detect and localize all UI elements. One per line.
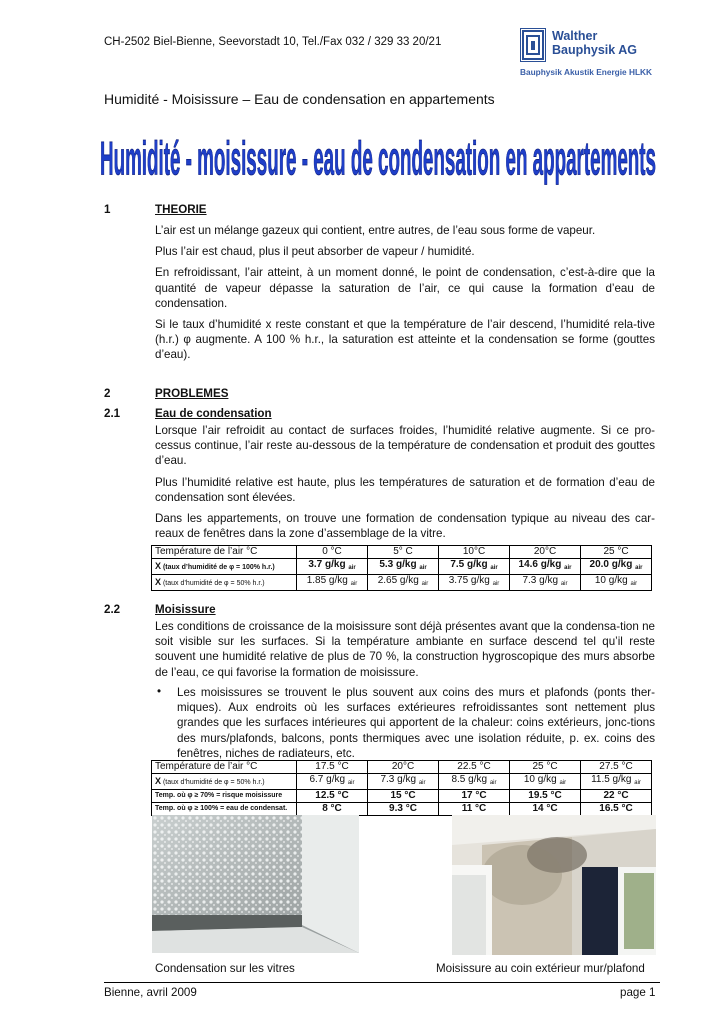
table-row [152, 774, 652, 790]
caption-left: Condensation sur les vitres [155, 962, 295, 975]
section-2-2-body [155, 619, 655, 680]
section-2-title: PROBLEMES [155, 387, 229, 400]
table-row [152, 790, 652, 803]
company-logo-icon [520, 28, 546, 62]
caption-right: Moisissure au coin extérieur mur/plafond [436, 962, 645, 975]
paragraph: Plus l’humidité relative est haute, plus les températures de saturation et de formation d’eau de condensation sont élevées. [155, 475, 655, 504]
table-cell: 17 °C [439, 790, 510, 803]
section-2-1-number: 2.1 [104, 407, 121, 420]
table-cell: 3.7 g/kg $_{air}$ [297, 559, 368, 575]
bullet-text: Les moisissures se trouvent le plus souvent aux coins des murs et plafonds (ponts ther-miques). Aux endroits où les surfaces extérieures refroidissantes sont nettement plus grandes que les surfaces intérieures qui apportent de la chaleur: coins extérieurs, jonc-tions des murs/plafonds, balcons, ponts thermiques avec une isolation réduite, p. ex. coins des fenêtres, niches de radiateurs, etc. [177, 686, 655, 760]
table-row [152, 575, 652, 591]
table-cell: 5° C [368, 546, 439, 559]
table-row [152, 559, 652, 575]
table-cell: 7.5 g/kg $_{air}$ [439, 559, 510, 575]
table-cell: 22.5 °C [439, 761, 510, 774]
table-cell: 17.5 °C [297, 761, 368, 774]
table-row-label: Temp. où φ ≥ 70% = risque moisissure [152, 790, 297, 803]
page-title [100, 126, 660, 188]
table-cell: 3.75 g/kg $_{air}$ [439, 575, 510, 591]
table-cell: 15 °C [368, 790, 439, 803]
table-cell: 10 g/kg $_{air}$ [510, 774, 581, 790]
section-2-2-number: 2.2 [104, 603, 121, 616]
table-cell: 14.6 g/kg $_{air}$ [510, 559, 581, 575]
table-cell: 22 °C [581, 790, 652, 803]
bullet-dot: • [157, 685, 162, 698]
table-row-label: X (taux d’humidité de φ = 50% h.r.) [152, 575, 297, 591]
company-name-line2: Bauphysik AG [552, 43, 637, 57]
document-subtitle: Humidité - Moisissure – Eau de condensation en appartements [104, 91, 495, 107]
paragraph: Si le taux d’humidité x reste constant et que la température de l’air descend, l’humidité rela-tive (h.r.) φ augmente. A 100 % h.r., la saturation est atteinte et la condensation se forme (gouttes d’eau). [155, 318, 655, 362]
company-tagline: Bauphysik Akustik Energie HLKK [520, 67, 653, 77]
table-cell: 2.65 g/kg $_{air}$ [368, 575, 439, 591]
section-2-2-title: Moisissure [155, 603, 216, 616]
table-header-label: Température de l’air °C [152, 546, 297, 559]
table-cell: 11 °C [439, 803, 510, 816]
table-cell: 9.3 °C [368, 803, 439, 816]
section-2-1-body [155, 423, 655, 541]
footer-date: Bienne, avril 2009 [104, 986, 197, 999]
table-cell: 10 g/kg $_{air}$ [581, 575, 652, 591]
table-cell: 19.5 °C [510, 790, 581, 803]
table-cell: 25 °C [510, 761, 581, 774]
table-cell: 5.3 g/kg $_{air}$ [368, 559, 439, 575]
table-cell: 7.3 g/kg $_{air}$ [510, 575, 581, 591]
paragraph: Les conditions de croissance de la moisissure sont déjà présentes avant que la condensa-tion ne soit visible sur les surfaces. Si la température ambiante en surface descend tel qu’il reste souvent une humidité relative de plus de 70 %, la construction hygroscopique des murs absorbe de l’eau, ce qui favorise la formation de moisissure. [155, 620, 655, 679]
paragraph: En refroidissant, l’air atteint, à un moment donné, le point de condensation, c’est-à-dire que la quantité de vapeur dépasse la saturation de l’air, ce qui cause la formation d’eau de condensation. [155, 266, 655, 310]
table-cell: 10°C [439, 546, 510, 559]
dew-table-2 [151, 760, 652, 816]
table-row-label: X (taux d’humidité de φ = 50% h.r.) [152, 774, 297, 790]
company-name [552, 29, 637, 57]
paragraph: L’air est un mélange gazeux qui contient, entre autres, de l’eau sous forme de vapeur. [155, 224, 596, 237]
section-1-title: THEORIE [155, 203, 207, 216]
table-row [152, 546, 652, 559]
table-cell: 25 °C [581, 546, 652, 559]
paragraph: Plus l’air est chaud, plus il peut absorber de vapeur / humidité. [155, 245, 475, 259]
section-2-number: 2 [104, 387, 111, 400]
table-cell: 0 °C [297, 546, 368, 559]
table-row [152, 761, 652, 774]
table-cell: 8 °C [297, 803, 368, 816]
dew-table-1 [151, 545, 652, 591]
paragraph: Dans les appartements, on trouve une formation de condensation typique au niveau des car-reaux de fenêtres dans la zone d’assemblage de la vitre. [155, 512, 655, 541]
table-row-label: Temp. où φ ≥ 100% = eau de condensat. [152, 803, 297, 816]
table-cell: 27.5 °C [581, 761, 652, 774]
table-row-label: X (taux d’humidité de φ = 100% h.r.) [152, 559, 297, 575]
table-cell: 1.85 g/kg $_{air}$ [297, 575, 368, 591]
footer-divider [104, 982, 660, 983]
table-cell: 14 °C [510, 803, 581, 816]
table-cell: 8.5 g/kg $_{air}$ [439, 774, 510, 790]
section-2-1-title: Eau de condensation [155, 407, 272, 420]
table-cell: 16.5 °C [581, 803, 652, 816]
section-1-body [155, 223, 655, 363]
table-cell: 6.7 g/kg $_{air}$ [297, 774, 368, 790]
section-1-number: 1 [104, 203, 111, 216]
footer-page-number: page 1 [620, 986, 656, 999]
company-name-line1: Walther [552, 29, 598, 43]
table-cell: 20.0 g/kg $_{air}$ [581, 559, 652, 575]
table-cell: 12.5 °C [297, 790, 368, 803]
page-title-text: Humidité - moisissure - eau de condensation en appartements [100, 132, 656, 186]
photo-mold-corner [452, 815, 656, 955]
paragraph: Lorsque l’air refroidit au contact de surfaces froides, l’humidité relative augmente. Si ce pro-cessus continue, l’air reste au-dessous de la température de condensation et produit des gouttes d’eau. [155, 424, 655, 468]
table-cell: 20°C [368, 761, 439, 774]
header-address: CH-2502 Biel-Bienne, Seevorstadt 10, Tel./Fax 032 / 329 33 20/21 [104, 36, 442, 48]
table-row [152, 803, 652, 816]
photo-condensation-window [152, 815, 359, 953]
table-cell: 7.3 g/kg $_{air}$ [368, 774, 439, 790]
table-cell: 11.5 g/kg $_{air}$ [581, 774, 652, 790]
table-cell: 20°C [510, 546, 581, 559]
table-header-label: Température de l’air °C [152, 761, 297, 774]
